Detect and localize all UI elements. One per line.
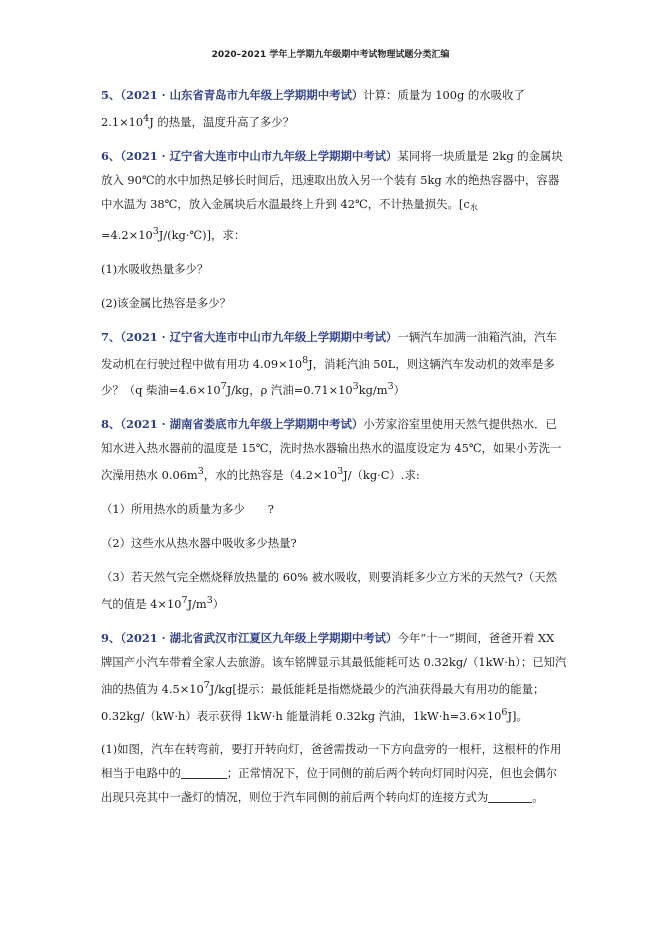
exponent: 3 (387, 381, 394, 393)
question-text: J/m (187, 596, 207, 611)
question-6-part-2: (2)该金属比热容是多少？ (101, 295, 232, 310)
exponent: 3 (206, 594, 213, 606)
question-source: （2021 · 辽宁省大连市中山市九年级上学期期中考试） (120, 148, 398, 163)
answer-blank[interactable] (488, 788, 532, 803)
question-number: 5、 (101, 88, 121, 102)
question-text: J/(kg·℃)]，求： (158, 227, 246, 242)
question-8-part-2: （2）这些水从热水器中吸收多少热量? (101, 535, 297, 550)
question-6-part-1: (1)水吸收热量多少？ (101, 261, 209, 276)
question-text: 某同将一块质量是 2kg 的金属块放入 90℃的水中加热足够长时间后，迅速取出放入另一个装有 5kg 水的绝热容器中，容器中水温为 38℃，放入金属块后水温最终上升到 42℃，不计热量损失。[c (101, 148, 563, 211)
question-text: J/（kg·C）.求: (343, 467, 420, 482)
question-source: （2021 · 湖南省娄底市九年级上学期期中考试） (120, 417, 364, 432)
question-text: 。 (532, 790, 544, 805)
question-text: ；正常情况下，位于同侧的前后两个转向灯同时闪亮，但也会偶尔出现只亮其中一盏灯的情况，则位于汽车同侧的前后两个转向灯的连接方式为 (101, 766, 558, 805)
question-text: ） (393, 383, 406, 398)
exponent: 8 (302, 354, 309, 366)
question-8-part-3 (101, 565, 567, 616)
question-text: J 的热量，温度升高了多少？ (149, 114, 295, 129)
question-number: 7、 (101, 329, 121, 344)
question-source: （2021 · 山东省青岛市九年级上学期期中考试） (120, 88, 364, 102)
question-text: 小芳家浴室里使用天然气提供热水．已知水进入热水器前的温度是 15℃，洗时热水器输出热水的温度设定为 45℃，如果小芳洗一次澡用热水 0.06m (101, 417, 562, 482)
question-text: =4.2×10 (101, 227, 153, 242)
question-text: kg/m (358, 383, 388, 398)
exponent: 7 (220, 381, 227, 393)
question-number: 9、 (101, 630, 121, 645)
exponent: 3 (337, 466, 344, 478)
page-header: 2020–2021 学年上学期九年级期中考试物理试题分类汇编 (211, 50, 450, 60)
exponent: 3 (352, 381, 359, 393)
question-5 (101, 83, 567, 134)
question-text: （3）若天然气完全燃烧释放热量的 60% 被水吸收，则要消耗多少立方米的天然气?（天然气的值是 4×10 (101, 569, 557, 611)
question-text: ） (212, 596, 225, 611)
question-text: J，消耗汽油 50L，则这辆汽车发动机的效率是多少？（q 柴油=4.6×10 (101, 356, 555, 398)
question-text: J]。 (507, 708, 528, 723)
question-text: 今年“十一”期间，爸爸开着 XX 牌国产小汽车带着全家人去旅游。该车铭牌显示其最低能耗可达 0.32kg/（1kW·h）；已知汽油的热值为 4.5×10 (101, 630, 567, 696)
answer-blank[interactable] (181, 764, 227, 779)
question-text: 一辆汽车加满一油箱汽油，汽车发动机在行驶过程中做有用功 4.09×10 (101, 329, 557, 371)
question-8 (101, 412, 567, 487)
question-text: 计算：质量为 100g 的水吸收了 2.1×10 (101, 88, 525, 129)
exponent: 3 (197, 466, 204, 478)
question-source: （2021 · 辽宁省大连市中山市九年级上学期期中考试） (120, 329, 398, 344)
subscript: 水 (469, 202, 478, 212)
question-number: 6、 (101, 148, 121, 163)
exponent: 7 (203, 679, 210, 691)
question-9-part-1 (101, 737, 567, 809)
question-8-part-1: （1）所用热水的质量为多少 ? (101, 501, 274, 516)
question-text: ，水的比热容是（4.2×10 (203, 467, 338, 482)
exponent: 3 (152, 225, 159, 237)
exponent: 6 (501, 706, 508, 718)
question-7 (101, 325, 567, 403)
question-text: J/kg[提示：最低能耗是指燃烧最少的汽油获得最大有用功的能量；0.32kg/（kW·h）表示获得 1kW·h 能量消耗 0.32kg 汽油，1kW·h=3.6×10 (101, 681, 545, 723)
exponent: 4 (143, 113, 150, 124)
question-text: J/kg，ρ 汽油=0.71×10 (226, 383, 353, 398)
question-text: (1)如图，汽车在转弯前，要打开转向灯，爸爸需拨动一下方向盘旁的一根杆，这根杆的作用相当于电路中的 (101, 742, 562, 781)
document-body (101, 83, 567, 819)
question-6 (101, 144, 567, 247)
question-source: （2021 · 湖北省武汉市江夏区九年级上学期期中考试） (120, 630, 398, 645)
exponent: 7 (181, 594, 188, 606)
question-number: 8、 (101, 417, 121, 432)
question-9 (101, 626, 567, 728)
